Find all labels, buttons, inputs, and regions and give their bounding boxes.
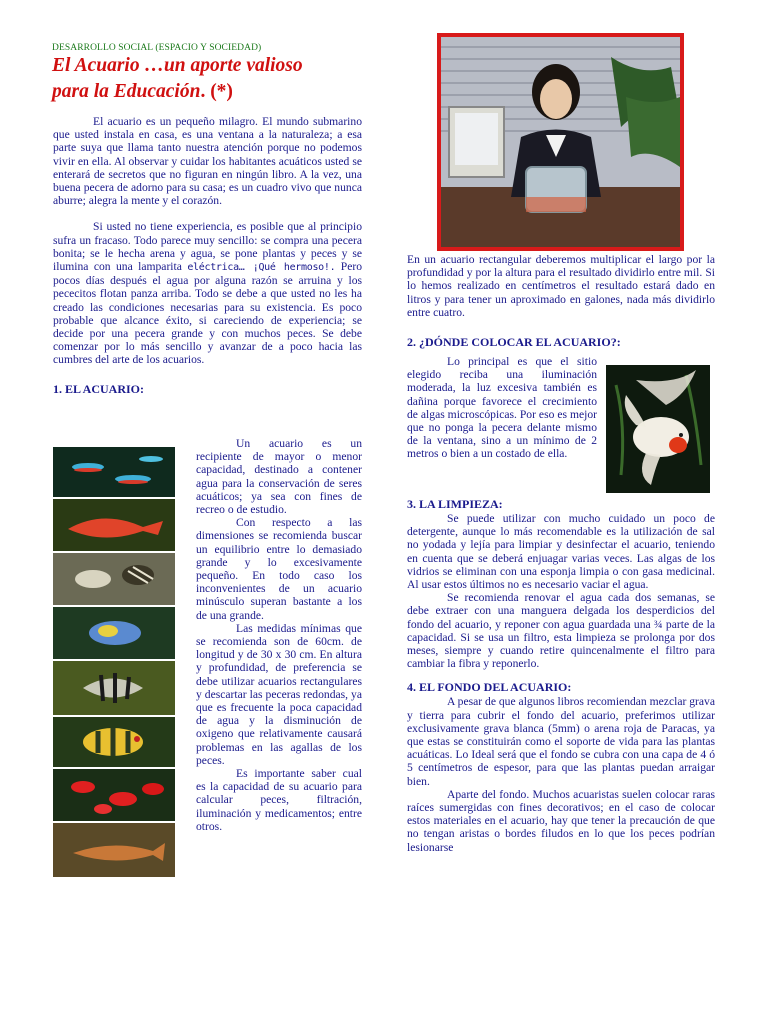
heading-la-limpieza: 3. LA LIMPIEZA: — [407, 497, 503, 511]
section1-paragraph-5: En un acuario rectangular deberemos multiplicar el largo por la profundidad y por la altura para el resultado dividirlo entre mil. Si lo hemos realizado en centímetros el resultado estará dado en litros y para tener un aproximado en galones, nada más dividirlo entre cuatro. — [407, 253, 715, 319]
section3-paragraph-1: Se puede utilizar con mucho cuidado un poco de detergente, aunque lo más recomendable es la utilización de sal no yodada y lejía para limpiar y desinfectar el acuario, teniendo en cuenta que se deberá enjuagar varias veces. Las algas de los vidrios se eliminan con una esponja limpia o con gasa medicinal. Al usar estos últimos no es necesario vaciar el agua. — [407, 512, 715, 592]
section1-body — [196, 437, 362, 833]
section2-body — [407, 355, 597, 461]
fish-photo-tile-4 — [53, 607, 175, 659]
office-photo-illustration — [441, 37, 680, 247]
goldfish-photo — [606, 365, 710, 493]
intro-p2-mono: eléctrica… ¡Qué hermoso!. — [187, 262, 336, 274]
title-line-2: para la Educación — [52, 81, 201, 102]
section4-paragraph-2: Aparte del fondo. Muchos acuaristas suelen colocar raras raíces sumergidas con fines decorativos; en el caso de colocar estos materiales en el acuario, hay que tener la precaución de que no tengan aristas o bordes filudos en lo que los peces podrían lesionarse — [407, 787, 715, 854]
heading-el-acuario: 1. EL ACUARIO: — [53, 381, 145, 396]
title-line-1: El Acuario …un aporte valioso — [52, 55, 303, 76]
section1-paragraph-3: Las medidas mínimas que se recomienda son de 60cm. de longitud y de 30 x 30 cm. En altura y profundidad, de preferencia se debe utilizar acuarios rectangulares y descartar las peceras redondas, ya que es frecuente la poca capacidad de agua y la disminución de oxigeno que relativamente causará problemas en las agallas de los peces. — [196, 621, 362, 767]
title-footnote-mark: . (*) — [200, 81, 233, 102]
section2-paragraph-1: Lo principal es que el sitio elegido reciba una iluminación moderada, la luz excesiva también es dañina porque favorece el crecimiento de algas microscópicas. Por eso es mejor que no ponga la pecera delante mismo de la ventana, sino a un mínimo de 2 metros o bien a un costado de ella. — [407, 355, 597, 461]
section4-paragraph-1: A pesar de que algunos libros recomiendan mezclar grava y tierra para cubrir el fondo del acuario, preferimos utilizar exclusivamente grava blanca (5mm) o arena roja de Paracas, ya que estas se constituirán como el soporte de vida para las plantas acuáticas. Lo Ideal será que el fondo se cubra con una capa de 4 ó 5 centímetros de espesor, para que las plantas puedan arraigar bien. — [407, 695, 715, 788]
fish-photo-tile-3 — [53, 553, 175, 605]
right-column-top — [407, 253, 715, 350]
intro-paragraph-2 — [53, 220, 362, 366]
fish-collage-image — [53, 447, 175, 877]
intro-p2-b: Pero pocos días después el agua por alguna razón se arruina y los pececitos flotan panza arriba. Todo se debe a que usted no les ha creado las condiciones necesarias para su existencia. Es poco probable que alcance éxito, si careciendo de experiencia; se decide por una pecera grande y con muchos peces. Se debe comenzar por lo más sencillo y avanzar de a poco hacia las cumbres del arte de los acuarios. — [53, 260, 363, 367]
fish-photo-tile-5 — [53, 661, 175, 715]
section1-paragraph-4: Es importante saber cual es la capacidad de su acuario para calcular peces, filtración, iluminación y medicamentos; entre otros. — [196, 767, 362, 833]
heading-donde-colocar: 2. ¿DÓNDE COLOCAR EL ACUARIO?: — [407, 335, 621, 350]
fish-photo-tile-8 — [53, 823, 175, 877]
section-kicker: DESARROLLO SOCIAL (ESPACIO Y SOCIEDAD) — [52, 43, 262, 53]
section1-paragraph-2: Con respecto a las dimensiones se recomienda buscar un equilibrio entre lo demasiado grande y lo excesivamente pequeño. En todo caso los inconvenientes de un acuario minúsculo superan bastante a los de una grande. — [196, 516, 362, 622]
article-title — [52, 53, 382, 105]
section1-paragraph-1: Un acuario es un recipiente de mayor o menor capacidad, destinado a contener agua para la conservación de seres acuáticos; ya sea con fines de recreo o de estudio. — [196, 437, 362, 517]
intro-paragraph-1: El acuario es un pequeño milagro. El mundo submarino que usted instala en casa, es una ventana a la naturaleza; a esa parte suya que llama tanto nuestra atención porque no podemos vivir en ella. Al observar y cuidar los habitantes acuáticos usted se enterará de secretos que no figuran en ningún libro. A la vez, una buena pecera de adorno para su casa; es un cuadro vivo que nunca aburre; alegra la mente y el corazón. — [53, 115, 362, 208]
goldfish-illustration — [606, 365, 710, 493]
fish-photo-tile-7 — [53, 769, 175, 821]
right-column-bottom — [407, 497, 715, 854]
office-aquarium-photo — [437, 33, 684, 251]
section3-paragraph-2: Se recomienda renovar el agua cada dos semanas, se debe extraer con una manguera delgada los desperdicios del fondo del acuario, y reponer con agua guardada una ¾ parte de la capacidad. Si se usa un filtro, esta limpieza se prolonga por dos meses, siempre y cuando retire quincenalmente el filtro para cambiar la fibra y reponerlo. — [407, 591, 715, 671]
fish-photo-tile-1 — [53, 447, 175, 497]
intro-block — [53, 115, 362, 397]
fish-photo-tile-6 — [53, 717, 175, 767]
heading-fondo-acuario: 4. EL FONDO DEL ACUARIO: — [407, 680, 572, 695]
intro-p2-a: Si usted no tiene experiencia, es posible que al principio sufra un fracaso. Todo parece muy sencillo: se compra una pecera bonita; se le hecha arena y agua, se pone plantas y peces y se ilumina con una lamparita — [53, 220, 362, 274]
fish-photo-tile-2 — [53, 499, 175, 551]
